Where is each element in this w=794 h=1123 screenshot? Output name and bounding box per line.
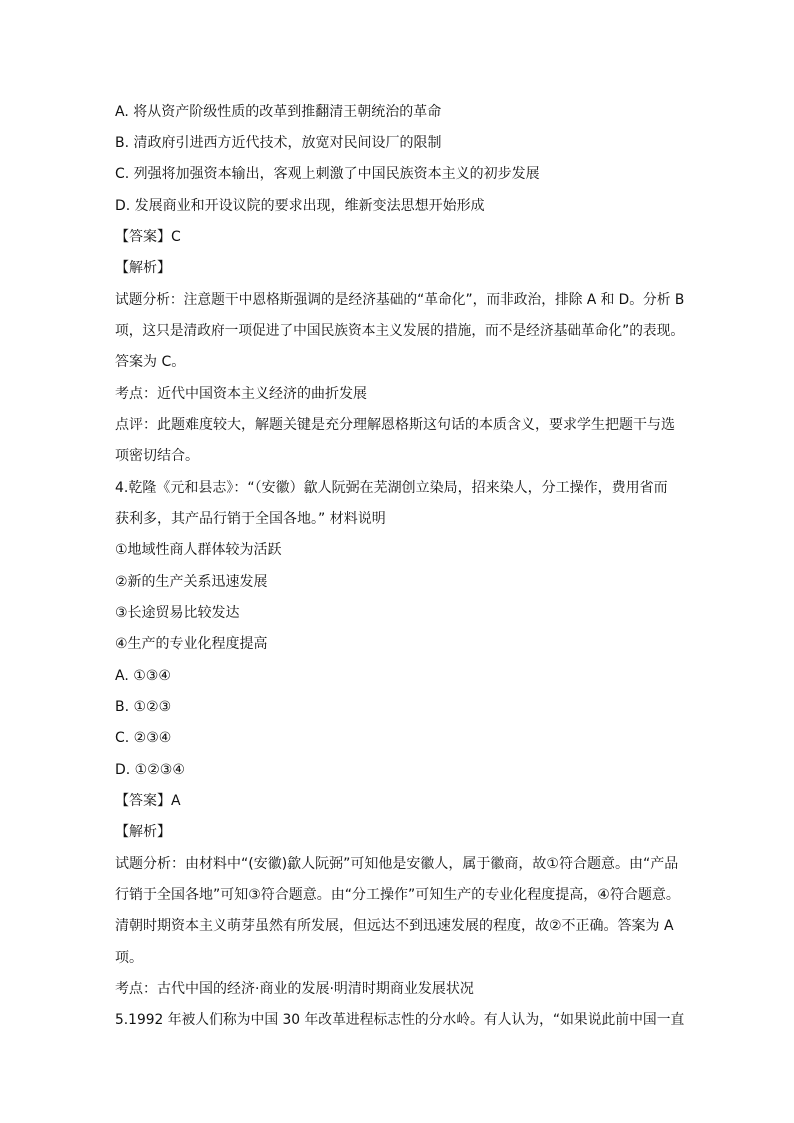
answer-value: C xyxy=(171,229,181,245)
q3-answer xyxy=(115,227,181,247)
q4-analysis-line-4: 项。 xyxy=(115,950,143,966)
q4-stem-line-2: 获利多，其产品行销于全国各地。” 材料说明 xyxy=(115,511,386,527)
q5-stem-line-1: 5.1992 年被人们称为中国 30 年改革进程标志性的分水岭。有人认为，“如果说此前中国一直 xyxy=(115,1012,685,1028)
q4-analysis-line-3: 清朝时期资本主义萌芽虽然有所发展，但远达不到迅速发展的程度，故②不正确。答案为 A xyxy=(115,918,674,934)
answer-label: 【答案】 xyxy=(115,793,171,809)
q4-kaodian: 考点：古代中国的经济·商业的发展·明清时期商业发展状况 xyxy=(115,981,474,997)
q3-analysis-label: 【解析】 xyxy=(115,260,171,276)
q3-option-d: D. 发展商业和开设议院的要求出现，维新变法思想开始形成 xyxy=(115,198,485,214)
q4-statement-3: ③长途贸易比较发达 xyxy=(115,605,240,621)
q3-analysis-line-3: 答案为 C。 xyxy=(115,354,186,370)
q4-analysis-line-1: 试题分析：由材料中“(安徽)歙人阮弼”可知他是安徽人，属于徽商，故①符合题意。由“产品 xyxy=(115,856,679,872)
q4-statement-4: ④生产的专业化程度提高 xyxy=(115,636,268,652)
q3-option-c: C. 列强将加强资本输出，客观上刺激了中国民族资本主义的初步发展 xyxy=(115,166,540,182)
q4-answer xyxy=(115,791,181,811)
q3-analysis-line-1: 试题分析：注意题干中恩格斯强调的是经济基础的“革命化”，而非政治，排除 A 和 D。分析 B xyxy=(115,292,685,308)
q4-statement-1: ①地域性商人群体较为活跃 xyxy=(115,542,282,558)
q3-option-b: B. 清政府引进西方近代技术，放宽对民间设厂的限制 xyxy=(115,135,442,151)
q4-option-c: C. ②③④ xyxy=(115,730,172,746)
answer-label: 【答案】 xyxy=(115,229,171,245)
q4-analysis-label: 【解析】 xyxy=(115,824,171,840)
q3-dianping-line-1: 点评：此题难度较大，解题关键是充分理解恩格斯这句话的本质含义，要求学生把题干与选 xyxy=(115,417,675,433)
q3-dianping-line-2: 项密切结合。 xyxy=(115,448,199,464)
q4-option-d: D. ①②③④ xyxy=(115,762,185,778)
q4-option-b: B. ①②③ xyxy=(115,699,172,715)
answer-value: A xyxy=(171,793,181,809)
q3-kaodian: 考点：近代中国资本主义经济的曲折发展 xyxy=(115,386,367,402)
q4-statement-2: ②新的生产关系迅速发展 xyxy=(115,574,268,590)
q4-option-a: A. ①③④ xyxy=(115,668,171,684)
q4-stem-line-1: 4.乾隆《元和县志》：“（安徽）歙人阮弼在芜湖创立染局，招来染人，分工操作，费用省而 xyxy=(115,480,668,496)
q4-analysis-line-2: 行销于全国各地”可知③符合题意。由“分工操作”可知生产的专业化程度提高，④符合题意。 xyxy=(115,887,680,903)
q3-option-a: A. 将从资产阶级性质的改革到推翻清王朝统治的革命 xyxy=(115,104,442,120)
q3-analysis-line-2: 项，这只是清政府一项促进了中国民族资本主义发展的措施，而不是经济基础革命化”的表现。 xyxy=(115,323,685,339)
